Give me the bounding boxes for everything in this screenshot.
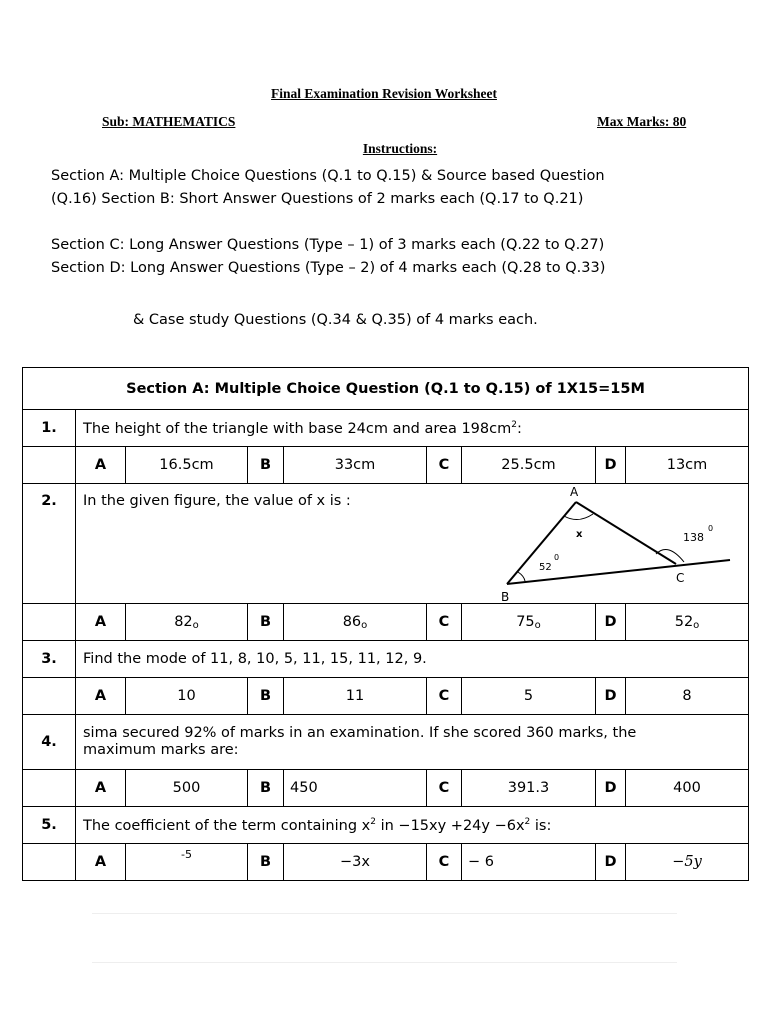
worksheet-title: Final Examination Revision Worksheet [271, 86, 497, 101]
max-marks-label: Max Marks: 80 [597, 114, 687, 129]
question-text-main: The height of the triangle with base 24cm and area 198cm [83, 420, 512, 437]
option-a[interactable]: 16.5cm [126, 447, 248, 484]
option-a[interactable] [126, 844, 248, 881]
option-d[interactable]: −5y [626, 844, 749, 881]
option-d[interactable]: 8 [626, 678, 749, 715]
option-letter-c: C [427, 770, 462, 807]
empty-cell [23, 678, 76, 715]
options-row [23, 844, 749, 881]
option-d[interactable] [626, 604, 749, 641]
option-letter-b: B [248, 770, 284, 807]
question-row [23, 410, 749, 447]
option-value: 52 [674, 613, 694, 630]
option-b[interactable] [284, 604, 427, 641]
degree-suffix: o [693, 619, 700, 631]
question-number: 4. [23, 715, 76, 770]
superscript: 2 [511, 419, 517, 430]
question-number: 5. [23, 807, 76, 844]
degree-suffix: o [534, 619, 541, 631]
option-a[interactable] [126, 604, 248, 641]
empty-cell [23, 844, 76, 881]
option-letter-a: A [76, 770, 126, 807]
instructions-line-3: & Case study Questions (Q.34 & Q.35) of 4 marks each. [133, 312, 538, 328]
degree-suffix: o [361, 619, 368, 631]
question-row [23, 807, 749, 844]
option-value: 75 [516, 613, 535, 630]
empty-cell [23, 770, 76, 807]
faint-divider [92, 913, 677, 914]
option-letter-c: C [427, 844, 462, 881]
vertex-a-label: A [570, 485, 579, 499]
question-text [76, 807, 749, 844]
superscript: 2 [370, 816, 376, 827]
option-letter-a: A [76, 447, 126, 484]
subject-label: Sub: MATHEMATICS [102, 114, 236, 129]
empty-cell [23, 604, 76, 641]
option-letter-c: C [427, 447, 462, 484]
option-letter-a: A [76, 844, 126, 881]
option-c[interactable]: 391.3 [462, 770, 596, 807]
vertex-c-label: C [676, 571, 685, 585]
options-row [23, 770, 749, 807]
question-text-part-1: The coefficient of the term containing x [83, 817, 371, 834]
option-letter-b: B [248, 447, 284, 484]
question-text [76, 410, 749, 447]
angle-x-arc [564, 514, 593, 520]
question-row [23, 715, 749, 770]
superscript: 2 [524, 816, 531, 827]
question-text-part-2: in −15xy +24y −6x [375, 817, 525, 834]
angle-exterior-value: 138 [683, 531, 704, 544]
question-number: 2. [23, 484, 76, 604]
angle-b-degree: 0 [554, 553, 560, 562]
section-a-heading: Section A: Multiple Choice Question (Q.1 to Q.15) of 1X15=15M [23, 368, 749, 410]
degree-suffix: o [192, 619, 199, 631]
section-heading-row [23, 368, 749, 410]
option-b[interactable]: 33cm [284, 447, 427, 484]
question-text-part-3: is: [530, 817, 552, 834]
option-letter-b: B [248, 604, 284, 641]
angle-exterior-degree: 0 [708, 524, 714, 533]
option-c[interactable] [462, 604, 596, 641]
mcq-table [22, 367, 749, 881]
option-c[interactable]: − 6 [462, 844, 596, 881]
question-number: 1. [23, 410, 76, 447]
option-letter-c: C [427, 678, 462, 715]
question-number: 3. [23, 641, 76, 678]
option-a[interactable]: 10 [126, 678, 248, 715]
angle-b-arc [518, 572, 525, 581]
option-letter-d: D [596, 447, 626, 484]
vertex-b-label: B [501, 590, 510, 604]
option-c[interactable]: 25.5cm [462, 447, 596, 484]
option-letter-d: D [596, 844, 626, 881]
faint-divider [92, 962, 677, 963]
option-b[interactable]: −3x [284, 844, 427, 881]
empty-cell [23, 447, 76, 484]
question-text: Find the mode of 11, 8, 10, 5, 11, 15, 11, 12, 9. [76, 641, 749, 678]
option-letter-d: D [596, 604, 626, 641]
question-text: In the given figure, the value of x is : [76, 484, 749, 604]
options-row [23, 447, 749, 484]
option-value: 86 [342, 613, 362, 630]
option-value: 82 [174, 613, 193, 630]
option-letter-a: A [76, 678, 126, 715]
option-letter-b: B [248, 678, 284, 715]
option-b[interactable]: 450 [284, 770, 427, 807]
question-text: sima secured 92% of marks in an examination. If she scored 360 marks, the maximum marks are: [76, 715, 749, 770]
option-c[interactable]: 5 [462, 678, 596, 715]
option-a[interactable]: 500 [126, 770, 248, 807]
option-letter-c: C [427, 604, 462, 641]
options-row [23, 604, 749, 641]
angle-b-value: 52 [539, 562, 552, 573]
option-letter-d: D [596, 678, 626, 715]
option-d[interactable]: 13cm [626, 447, 749, 484]
option-letter-b: B [248, 844, 284, 881]
option-letter-a: A [76, 604, 126, 641]
side-ac [576, 502, 676, 564]
option-value: -5 [181, 848, 192, 861]
option-letter-d: D [596, 770, 626, 807]
unknown-x-label: x [576, 529, 583, 540]
instructions-line-1: Section A: Multiple Choice Questions (Q.1 to Q.15) & Source based Question (Q.16) Section B: Short Answer Questions of 2 marks each (Q.17 to Q.21) [51, 168, 605, 207]
option-d[interactable]: 400 [626, 770, 749, 807]
triangle-figure [498, 484, 736, 604]
options-row [23, 678, 749, 715]
option-b[interactable]: 11 [284, 678, 427, 715]
instructions-heading: Instructions: [362, 141, 438, 156]
question-text-end: : [516, 420, 522, 437]
instructions-line-2: Section C: Long Answer Questions (Type – 1) of 3 marks each (Q.22 to Q.27) Section D: Long Answer Questions (Type – 2) of 4 marks each (Q.28 to Q.33) [51, 237, 606, 276]
question-row [23, 641, 749, 678]
